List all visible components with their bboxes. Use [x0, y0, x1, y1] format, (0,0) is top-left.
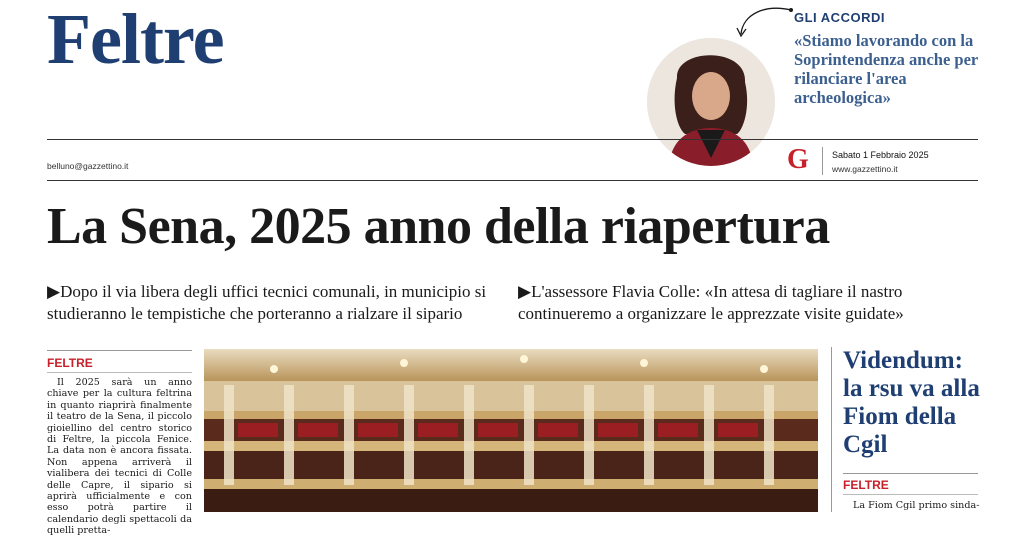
portrait-photo: [647, 38, 775, 166]
quote-tag: GLI ACCORDI: [794, 10, 885, 25]
quote-box: [794, 10, 994, 107]
email-text: belluno@gazzettino.it: [47, 161, 129, 171]
sidebar-body: La Fiom Cgil primo sinda-: [853, 500, 980, 511]
sidebar-divider: [831, 347, 832, 512]
issue-date: Sabato 1 Febbraio 2025: [832, 150, 929, 160]
site-url: www.gazzettino.it: [832, 164, 898, 174]
sidebar-rule: [843, 473, 978, 474]
sidebar-section-label: FELTRE: [843, 478, 889, 492]
masthead-separator: [822, 147, 823, 175]
curved-arrow-icon: [735, 2, 795, 38]
subheadline-left: ▶Dopo il via libera degli uffici tecnici comunali, in municipio si studieranno le tempistiche che porteranno a rialzare il sipario: [47, 282, 487, 323]
article-body: Il 2025 sarà un anno chiave per la cultura feltrina in quanto riaprirà finalmente il teatro de la Sena, il piccolo gioiellino del centro storico di Feltre, la piccola Fenice. La data non è ancora fissata. Non appena arriverà il vialibera dei tecnici di Colle delle Capre, il sipario si aprirà ufficialmente e con esso potrà partire il calendario degli spettacoli da quelli pretta-: [47, 377, 192, 537]
gazzettino-logo: G: [787, 144, 809, 175]
article-section-label: FELTRE: [47, 356, 93, 370]
masthead-rule-bottom: [47, 180, 978, 181]
column-rule: [47, 350, 192, 351]
theater-illustration: [204, 349, 818, 512]
sidebar-rule: [843, 494, 978, 495]
portrait-illustration: [647, 38, 775, 166]
theater-photo: [204, 349, 818, 512]
section-title: Feltre: [47, 0, 224, 79]
article-headline: La Sena, 2025 anno della riapertura: [47, 198, 830, 255]
quote-text: «Stiamo lavorando con la Soprintendenza anche per rilanciare l'area archeologica»: [794, 31, 978, 107]
sidebar-headline: Videndum: la rsu va alla Fiom della Cgil: [843, 347, 980, 458]
masthead-rule-top: [47, 139, 978, 140]
column-rule: [47, 372, 192, 373]
subheadline-right: ▶L'assessore Flavia Colle: «In attesa di tagliare il nastro continueremo a organizzare le apprezzate visite guidate»: [518, 282, 904, 323]
